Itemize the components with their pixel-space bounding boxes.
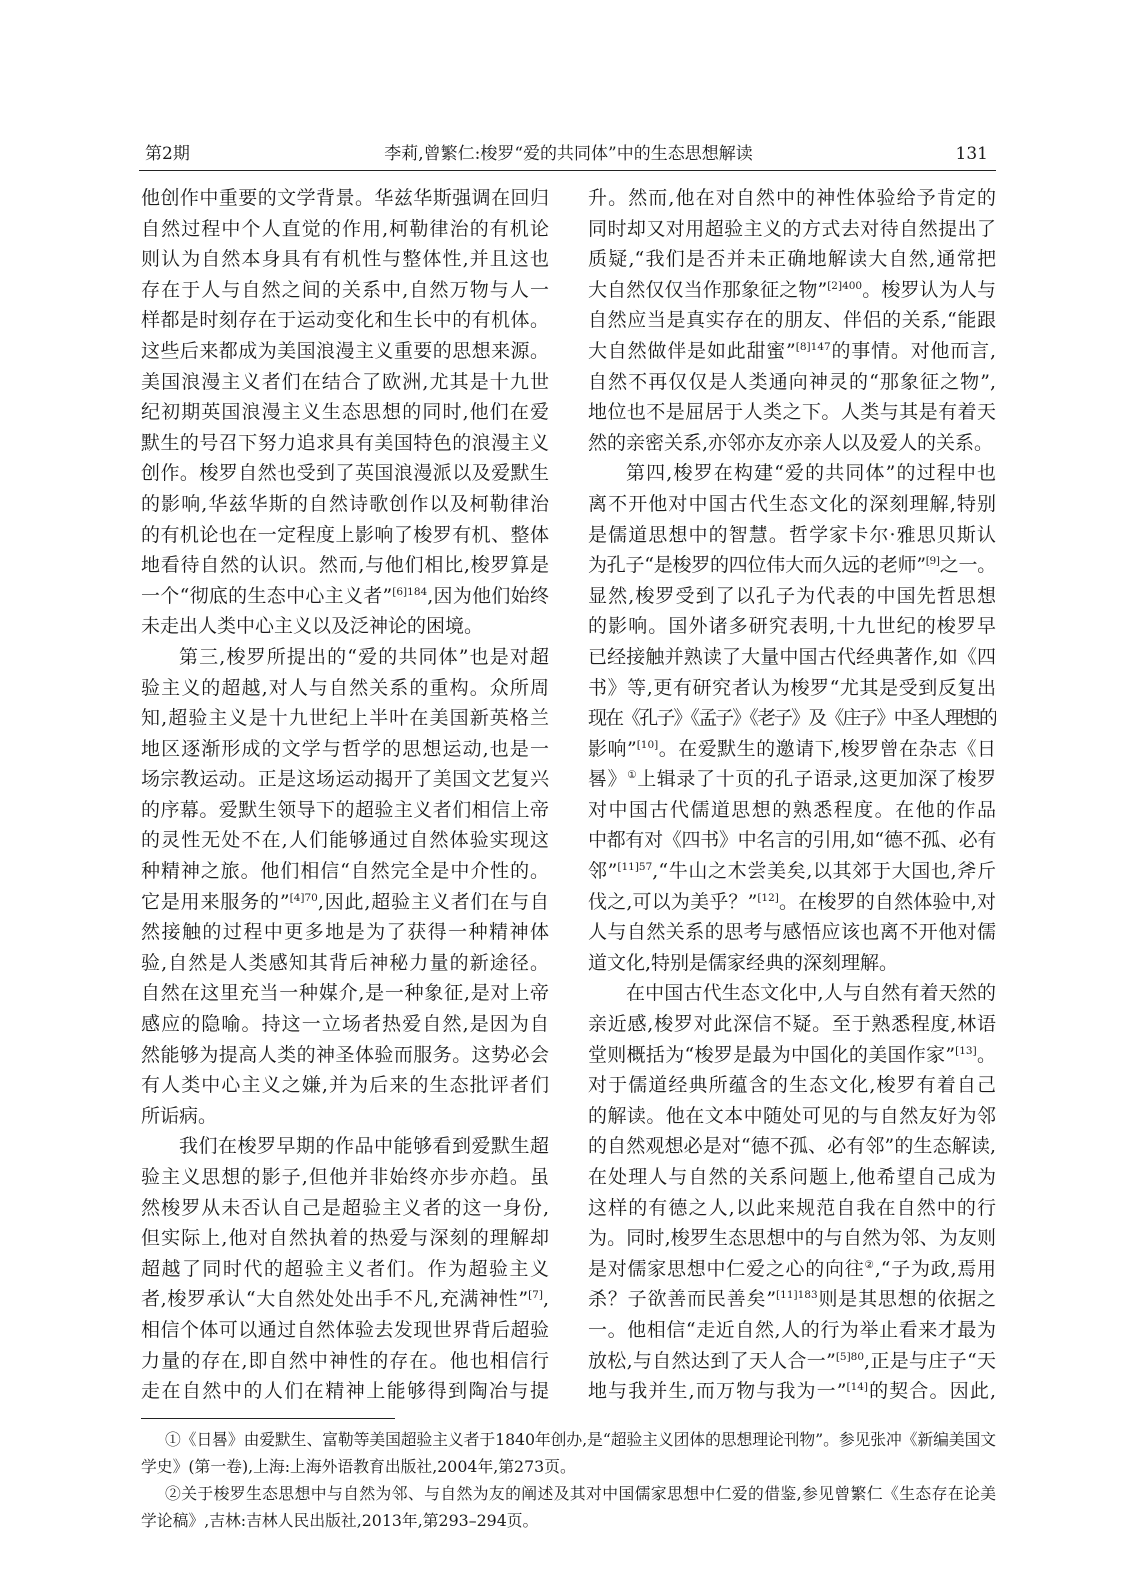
body-line: 显然,梭罗受到了以孔子为代表的中国先哲思想	[588, 584, 996, 607]
body-line: 知,超验主义是十九世纪上半叶在美国新英格兰	[141, 707, 549, 730]
body-line: 对于儒道经典所蕴含的生态文化,梭罗有着自己	[588, 1074, 996, 1097]
body-line: 纪初期英国浪漫主义生态思想的同时,他们在爱	[141, 401, 549, 424]
footnote-line: 学史》(第一卷),上海:上海外语教育出版社,2004年,第273页。	[141, 1457, 576, 1476]
body-line: 质疑,“我们是否并未正确地解读大自然,通常把	[588, 248, 996, 271]
paragraph	[588, 458, 996, 978]
body-line: 走在自然中的人们在精神上能够得到陶冶与提	[141, 1380, 549, 1403]
body-line	[588, 336, 996, 367]
footnote-marker: ①	[627, 769, 638, 782]
citation-superscript: [13]	[955, 1044, 977, 1057]
text-run: 。在爱默生的邀请下,梭罗曾在杂志《日	[658, 737, 996, 760]
text-run: 的契合。因此,	[868, 1380, 996, 1403]
paragraph	[141, 1131, 549, 1406]
body-line: 离不开他对中国古代生态文化的深刻理解,特别	[588, 492, 996, 515]
body-line	[141, 887, 549, 918]
body-line	[588, 764, 996, 795]
body-line: 但实际上,他对自然执着的热爱与深刻的理解却	[141, 1227, 549, 1250]
body-line: 场宗教运动。正是这场运动揭开了美国文艺复兴	[141, 768, 549, 791]
body-line: 验,自然是人类感知其背后神秘力量的新途径。	[141, 951, 549, 974]
body-line: 人与自然关系的思考与感悟应该也离不开他对儒	[588, 921, 996, 944]
body-line	[588, 1346, 996, 1377]
body-line	[588, 275, 996, 306]
footnotes	[141, 1426, 996, 1534]
body-line: 所诟病。	[141, 1104, 218, 1127]
body-line: 的有机论也在一定程度上影响了梭罗有机、整体	[141, 523, 549, 546]
footnote-line: 学论稿》,吉林:吉林人民出版社,2013年,第293–294页。	[141, 1511, 539, 1530]
left-column	[141, 183, 549, 1407]
text-run: 为孔子“是梭罗的四位伟大而久远的老师”	[588, 554, 926, 577]
body-line: 在中国古代生态文化中,人与自然有着天然的	[626, 982, 996, 1005]
body-line: 他创作中重要的文学背景。华兹华斯强调在回归	[141, 187, 549, 209]
issue-number: 第2期	[145, 144, 190, 164]
body-line: 然接触的过程中更多地是为了获得一种精神体	[141, 921, 549, 944]
body-line: 道文化,特别是儒家经典的深刻理解。	[588, 951, 899, 974]
body-line: 默生的号召下努力追求具有美国特色的浪漫主义	[141, 431, 549, 454]
text-run: 伐之,可以为美乎？”	[588, 890, 758, 913]
text-run: 上辑录了十页的孔子语录,这更加深了梭罗	[637, 768, 996, 791]
text-run: 是对儒家思想中仁爱之心的向往	[588, 1257, 865, 1280]
footnote-line: ②关于梭罗生态思想中与自然为邻、与自然为友的阐述及其对中国儒家思想中仁爱的借鉴,参见曾繁仁《生态存在论美	[165, 1484, 996, 1503]
body-line: 验主义思想的影子,但他并非始终亦步亦趋。虽	[141, 1166, 549, 1188]
text-run: 它是用来服务的”	[141, 890, 290, 913]
body-line: 的序幕。爱默生领导下的超验主义者们相信上帝	[141, 798, 549, 821]
body-line: 自然在这里充当一种媒介,是一种象征,是对上帝	[141, 982, 549, 1005]
footnote-rule	[141, 1418, 395, 1419]
running-head	[141, 142, 996, 166]
body-line: 的解读。他在文本中随处可见的与自然友好为邻	[588, 1104, 996, 1127]
body-line: 书》等,更有研究者认为梭罗“尤其是受到反复出	[588, 676, 996, 699]
body-line: 为。同时,梭罗生态思想中的与自然为邻、为友则	[588, 1227, 996, 1250]
text-run: 一个“彻底的生态中心主义者”	[141, 584, 393, 607]
text-run: 大自然仅仅当作那象征之物”	[588, 278, 828, 301]
text-run: 晷》	[588, 768, 628, 791]
header-rule	[139, 170, 996, 171]
footnote	[141, 1480, 996, 1534]
body-line: 种精神之旅。他们相信“自然完全是中介性的。	[141, 860, 549, 883]
text-run: ,正是与庄子“天	[864, 1349, 996, 1372]
body-line	[588, 887, 996, 918]
text-run: ,	[542, 1288, 549, 1311]
citation-superscript: [10]	[636, 738, 659, 751]
footnote	[141, 1426, 996, 1480]
body-line: 现在《孔子》《孟子》《老子》及《庄子》中圣人理想的	[588, 707, 996, 730]
body-line	[588, 1254, 996, 1285]
body-line: 自然过程中个人直觉的作用,柯勒律治的有机论	[141, 217, 549, 240]
paragraph	[588, 978, 996, 1406]
right-column	[588, 183, 996, 1407]
paragraph	[141, 642, 549, 1132]
text-run: ,因为他们始终	[427, 584, 549, 607]
body-line: 验主义的超越,对人与自然关系的重构。众所周	[141, 676, 549, 699]
body-line: 这些后来都成为美国浪漫主义重要的思想来源。	[141, 339, 549, 362]
body-line: 美国浪漫主义者们在结合了欧洲,尤其是十九世	[141, 370, 549, 393]
body-line: 相信个体可以通过自然体验去发现世界背后超验	[141, 1318, 549, 1341]
body-line: 已经接触并熟读了大量中国古代经典著作,如《四	[588, 645, 996, 668]
text-run: 大自然做伴是如此甜蜜”	[588, 339, 796, 362]
citation-superscript: [12]	[757, 891, 779, 904]
body-line: 的灵性无处不在,人们能够通过自然体验实现这	[141, 829, 549, 852]
body-line: 地区逐渐形成的文学与哲学的思想运动,也是一	[141, 737, 549, 760]
body-line: 的自然观想必是对“德不孤、必有邻”的生态解读,	[588, 1135, 996, 1158]
citation-superscript: [5]80	[835, 1350, 865, 1363]
body-line: 在处理人与自然的关系问题上,他希望自己成为	[588, 1166, 996, 1188]
body-line: 未走出人类中心主义以及泛神论的困境。	[141, 615, 484, 638]
body-line: 是儒道思想中的智慧。哲学家卡尔·雅思贝斯认	[588, 523, 996, 546]
body-line: 力量的存在,即自然中神性的存在。他也相信行	[141, 1349, 549, 1372]
body-line	[588, 734, 996, 765]
citation-superscript: [14]	[846, 1381, 869, 1394]
body-line: 然的亲密关系,亦邻亦友亦亲人以及爱人的关系。	[588, 431, 994, 454]
footnote-line: ①《日晷》由爱默生、富勒等美国超验主义者于1840年创办,是“超验主义团体的思想理论刊物”。参见张冲《新编美国文	[165, 1430, 996, 1449]
footnote-marker: ②	[864, 1258, 875, 1271]
paragraph	[588, 183, 996, 458]
text-run: ,“牛山之木尝美矣,以其郊于大国也,斧斤	[652, 860, 996, 883]
paragraph	[141, 183, 549, 642]
text-run: 。梭罗认为人与	[862, 278, 996, 301]
body-line: 自然应当是真实存在的朋友、伴侣的关系,“能跟	[588, 309, 996, 332]
citation-superscript: [2]400	[827, 279, 863, 292]
citation-superscript: [11]183	[776, 1289, 818, 1302]
body-line: 创作。梭罗自然也受到了英国浪漫派以及爱默生	[141, 462, 549, 485]
text-run: 堂则概括为“梭罗是最为中国化的美国作家”	[588, 1043, 956, 1066]
body-line: 中都有对《四书》中名言的引用,如“德不孤、必有	[588, 829, 996, 852]
body-line: 则认为自然本身具有有机性与整体性,并且这也	[141, 248, 549, 271]
body-line: 存在于人与自然之间的关系中,自然万物与人一	[141, 278, 549, 301]
text-run: ,因此,超验主义者们在与自	[317, 890, 549, 913]
text-run: 。	[976, 1043, 996, 1066]
body-line: 超越了同时代的超验主义者们。作为超验主义	[141, 1257, 549, 1280]
body-line: 自然不再仅仅是人类通向神灵的“那象征之物”,	[588, 370, 996, 393]
page-number: 131	[955, 144, 988, 164]
body-line: 第四,梭罗在构建“爱的共同体”的过程中也	[626, 462, 996, 485]
citation-superscript: [6]184	[392, 585, 428, 598]
body-line: 对中国古代儒道思想的熟悉程度。在他的作品	[588, 798, 996, 821]
citation-superscript: [9]	[925, 555, 940, 568]
citation-superscript: [7]	[528, 1289, 543, 1302]
text-run: 放松,与自然达到了天人合一”	[588, 1349, 836, 1372]
citation-superscript: [11]57	[617, 861, 653, 874]
body-line: 感应的隐喻。持这一立场者热爱自然,是因为自	[141, 1013, 549, 1036]
text-run: ,“子为政,焉用	[874, 1257, 996, 1280]
text-run: 地与我并生,而万物与我为一”	[588, 1380, 847, 1403]
body-line: 第三,梭罗所提出的“爱的共同体”也是对超	[179, 645, 549, 668]
body-line: 亲近感,梭罗对此深信不疑。至于熟悉程度,林语	[588, 1013, 996, 1036]
text-run: 杀？子欲善而民善矣”	[588, 1288, 777, 1311]
text-run: 邻”	[588, 860, 618, 883]
text-run: 的事情。对他而言,	[830, 339, 996, 362]
text-run: 。在梭罗的自然体验中,对	[778, 890, 996, 913]
body-line	[588, 1040, 996, 1071]
body-line: 的影响,华兹华斯的自然诗歌创作以及柯勒律治	[141, 492, 549, 515]
body-line: 然能够为提高人类的神圣体验而服务。这势必会	[141, 1043, 549, 1066]
body-line: 同时却又对用超验主义的方式去对待自然提出了	[588, 217, 996, 240]
body-line: 有人类中心主义之嫌,并为后来的生态批评者们	[141, 1074, 549, 1097]
body-line	[588, 550, 996, 581]
body-line: 样都是时刻存在于运动变化和生长中的有机体。	[141, 309, 549, 332]
body-line: 地位也不是屈居于人类之下。人类与其是有着天	[588, 401, 996, 424]
citation-superscript: [8]147	[795, 340, 831, 353]
body-line	[141, 1284, 549, 1315]
body-line	[588, 1376, 996, 1407]
body-line	[588, 856, 996, 887]
text-run: 影响”	[588, 737, 637, 760]
text-run: 则是其思想的依据之	[817, 1288, 996, 1311]
body-line: 一。他相信“走近自然,人的行为举止看来才最为	[588, 1318, 996, 1341]
body-line: 然梭罗从未否认自己是超验主义者的这一身份,	[141, 1196, 549, 1219]
body-line: 我们在梭罗早期的作品中能够看到爱默生超	[179, 1135, 549, 1158]
text-run: 之一。	[939, 554, 996, 577]
body-line	[588, 1284, 996, 1315]
body-line: 地看待自然的认识。然而,与他们相比,梭罗算是	[141, 554, 549, 577]
text-run: 者,梭罗承认“大自然处处出手不凡,充满神性”	[141, 1288, 529, 1311]
running-title: 李莉,曾繁仁:梭罗“爱的共同体”中的生态思想解读	[384, 144, 753, 164]
body-line: 升。然而,他在对自然中的神性体验给予肯定的	[588, 187, 996, 209]
citation-superscript: [4]70	[289, 891, 318, 904]
body-line	[141, 581, 549, 612]
body-line: 这样的有德之人,以此来规范自我在自然中的行	[588, 1196, 996, 1219]
body-line: 的影响。国外诸多研究表明,十九世纪的梭罗早	[588, 615, 996, 638]
